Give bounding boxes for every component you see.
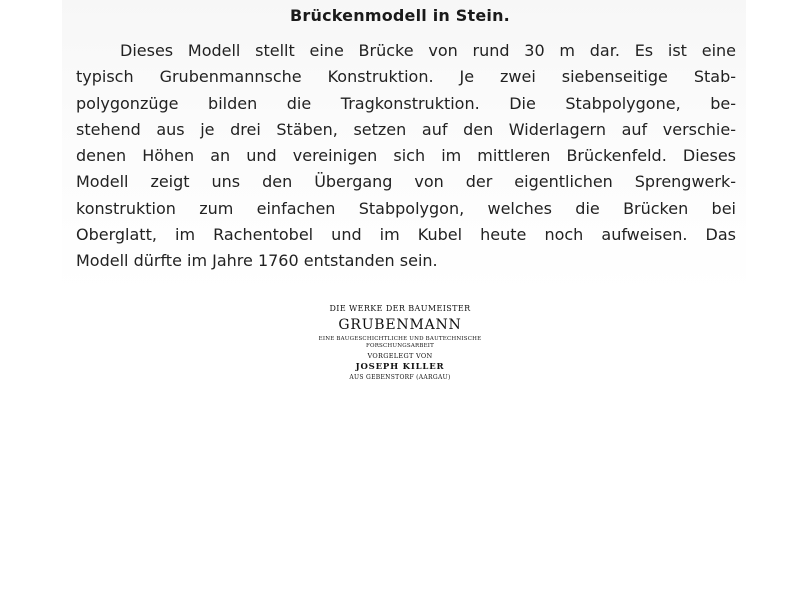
paragraph-line: Dieses Modell stellt eine Brücke von rund 30 m dar. Es ist eine (120, 41, 736, 60)
paragraph-line: denen Höhen an und vereinigen sich im mittleren Brückenfeld. Dieses (76, 146, 736, 166)
imprint-origin: AUS GEBENSTORF (AARGAU) (349, 374, 451, 381)
paragraph-line: Oberglatt, im Rachentobel und im Kubel heute noch aufweisen. Das (76, 225, 736, 245)
paragraph-line: stehend aus je drei Stäben, setzen auf den Widerlagern auf verschie- (76, 119, 736, 139)
imprint-subtitle: FORSCHUNGSARBEIT (365, 342, 435, 349)
paragraph-line: typisch Grubenmannsche Konstruktion. Je zwei siebenseitige Stab- (76, 67, 736, 87)
paragraph-line: konstruktion zum einfachen Stabpolygon, welches die Brücken bei (76, 198, 736, 218)
paragraph-line: polygonzüge bilden die Tragkonstruktion. Die Stabpolygone, be- (76, 93, 736, 113)
imprint-presented-by: VORGELEGT VON (367, 352, 433, 360)
body-paragraph (76, 38, 736, 275)
page-heading: Brückenmodell in Stein. (290, 6, 510, 25)
imprint-series: DIE WERKE DER BAUMEISTER (329, 304, 471, 313)
paragraph-line: Modell dürfte im Jahre 1760 entstanden sein. (76, 251, 438, 271)
imprint-author: JOSEPH KILLER (355, 362, 445, 372)
paragraph-line: Modell zeigt uns den Übergang von der eigentlichen Sprengwerk- (76, 172, 736, 192)
imprint-subtitle: EINE BAUGESCHICHTLICHE UND BAUTECHNISCHE (318, 336, 482, 342)
imprint-block (0, 303, 800, 383)
imprint-title: GRUBENMANN (338, 317, 462, 333)
